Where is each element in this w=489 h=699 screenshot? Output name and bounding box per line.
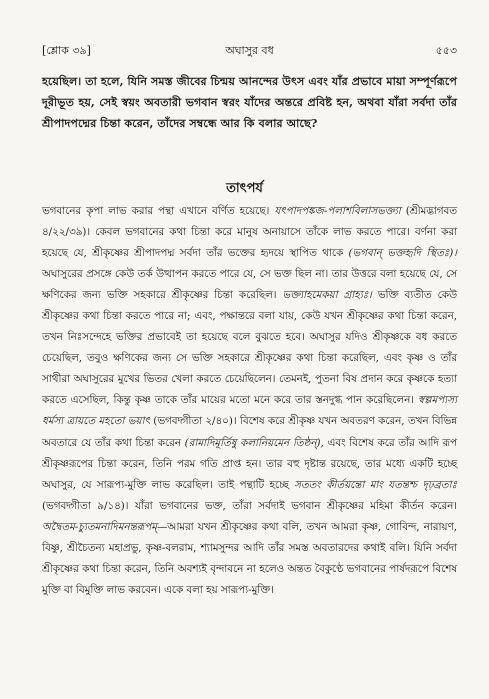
quote-5: (রামাদিমূর্তিষু কলানিয়মেন তিষ্ঠন্), [184, 436, 324, 449]
purport-body [42, 201, 457, 601]
purport-text-5: (ভগবদ্গীতা ২/৪০)। বিশেষ করে শ্রীকৃষ্ণ যখন অবতরণ করেন, তখন বিভিন্ন অবতারে যে তাঁর কথা চিন্তা করেন [42, 415, 458, 449]
purport-text-1: ভগবানের কৃপা লাভ করার পন্থা এখানে বর্ণিত হয়েছে। [42, 205, 270, 217]
verse-label: [শ্লোক ৩৯] [42, 44, 91, 57]
quote-3: ভক্ত্যাহমেকয়া গ্রাহ্যঃ। [282, 289, 372, 302]
purport-text-7: (ভগবদ্গীতা ৯/১৪)। যাঁরা ভগবানের ভক্ত, তাঁরা সর্বদাই ভগবান শ্রীকৃষ্ণের মহিমা কীর্তন করেন। [42, 499, 457, 512]
translation-paragraph: হয়েছিল। তা হলে, যিনি সমস্ত জীবের চিন্ময় আনন্দের উৎস এবং যাঁর প্রভাবে মায়া সম্পূর্ণরূপে দূরীভূত হয়, সেই স্বয়ং অবতারী ভগবান স্বরং যাঁদের অন্তরে প্রবিষ্ট হন, অথবা যাঁরা সর্বদা তাঁর শ্রীপাদপদ্মের চিন্তা করেন, তাঁদের সম্বন্ধে আর কি বলার আছে? [42, 74, 457, 130]
purport-heading: তাৎপর্য [226, 181, 263, 196]
chapter-title: অঘাসুর বধ [225, 44, 274, 57]
page-number: ৫৫৩ [435, 44, 457, 57]
running-head [42, 42, 457, 56]
purport-text-2: (শ্রীমদ্ভাগবত ৪/২২/৩৯)। কেবল ভগবানের কথা চিন্তা করে মানুষ অনায়াসে তাঁকে লাভ করতে পারে। বর্ণনা করা হয়েছে যে, শ্রীকৃষ্ণের শ্রীপাদপদ্ম সর্বদা তাঁর ভক্তের হৃদয়ে স্থাপিত থাকে [42, 205, 457, 260]
purport-text-6: এবং বিশেষ করে তাঁর আদি রূপ শ্রীকৃষ্ণরূপের চিন্তা করেন, তিনি পরম গতি প্রাপ্ত হন। তার বহু দৃষ্টান্ত রয়েছে, তার মধ্যে একটি হচ্ছে অঘাসুর, যে সারূপ্য-মুক্তি লাভ করেছিল। তাই পন্থাটি হচ্ছে [42, 436, 457, 491]
quote-4: স্বল্পমপ্যস্য ধর্মস্য ত্রায়তে মহতো ভয়াৎ [42, 394, 457, 428]
purport-text-3: অঘাসুরের প্রসঙ্গে কেউ তর্ক উত্থাপন করতে পারে যে, সে ভক্ত ছিল না। তার উত্তরে বলা হয়েছে যে, সে ক্ষণিকের জন্য ভক্তি সহকারে শ্রীকৃষ্ণের চিন্তা করেছিল। [42, 268, 457, 302]
quote-7: অদ্বৈতম-চ্যুতমনাদিমনন্তরূপম্ [42, 520, 157, 533]
quote-6: সততং কীর্তয়ন্তো মাং যতন্তশ্চ দৃঢ়ব্রতাঃ [294, 478, 457, 491]
purport-text-4: ভক্তি ব্যতীত কেউ শ্রীকৃষ্ণের কথা চিন্তা করতে পারে না; এবং, পক্ষান্তরে বলা যায়, কেউ যখন শ্রীকৃষ্ণের কথা চিন্তা করেন, তখন নিঃসন্দেহে ভক্তির প্রভাবেই তা হয়েছে বলে বুঝতে হবে। অঘাসুর যদিও শ্রীকৃষ্ণকে বধ করতে চেয়েছিল, তবুও ক্ষণিকের জন্য সে ভক্তি সহকারে শ্রীকৃষ্ণের কথা চিন্তা করেছিল, এবং কৃষ্ণ ও তাঁর সাথীরা অঘাসুরের মুখের ভিতর খেলা করতে চেয়েছিলেন। তেমনই, পুতনা বিষ প্রদান করে কৃষ্ণকে হত্যা করতে এসেছিল, কিন্তু কৃষ্ণ তাকে তাঁর মায়ের মতো মনে করে তার স্তনদুগ্ধ পান করেছিলেন। [42, 289, 457, 407]
purport-text-8: —আমরা যখন শ্রীকৃষ্ণের কথা বলি, তখন আমরা কৃষ্ণ, গোবিন্দ, নারায়ণ, বিষ্ণু, শ্রীচৈতন্য মহাপ্রভু, কৃষ্ণ-বলরাম, শ্যামসুন্দর আদি তাঁর সমস্ত অবতারদের কথাই বলি। যিনি সর্বদা শ্রীকৃষ্ণের কথা চিন্তা করেন, তিনি অবশ্যই বৃন্দাবনে না হলেও অন্তত বৈকুণ্ঠে ভগবানের পার্ষদরূপে বিশেষ মুক্তি বা বিমুক্তি লাভ করবেন। একে বলা হয় সারূপ্য-মুক্তি। [42, 520, 457, 596]
quote-1: যৎপাদপঙ্কজ-পলাশবিলাসভক্ত্যা [274, 205, 401, 217]
quote-2: (ভগবান্ ভক্তহৃদি স্থিতঃ)। [348, 247, 457, 260]
